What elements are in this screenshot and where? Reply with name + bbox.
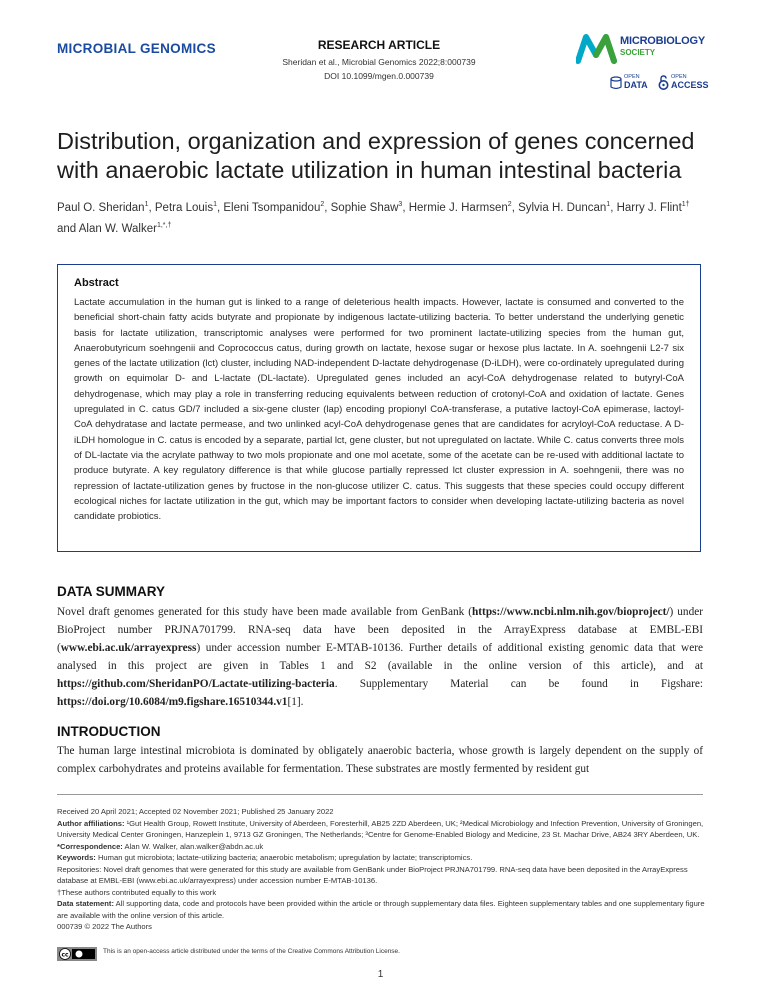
- article-header: [250, 38, 508, 81]
- author[interactable]: Harry J. Flint: [616, 201, 682, 214]
- author-list: Paul O. Sheridan$^1$, Petra Louis$^1$, Eleni Tsompanidou$^2$, Sophie Shaw$^3$, Hermie J. Harmsen$^2$, Sylvia H. Duncan$^1$, Harry J. Flint$^{1\dagger}$ and Alan W. Walker$^{1,*,\dagger}$: [57, 201, 690, 235]
- footnote-divider: [57, 794, 703, 795]
- open-access-lock-icon: [658, 75, 669, 90]
- journal-name: MICROBIAL GENOMICS: [57, 41, 216, 56]
- genbank-link[interactable]: https://www.ncbi.nlm.nih.gov/bioproject/: [472, 606, 670, 618]
- author[interactable]: Alan W. Walker: [78, 222, 157, 235]
- author[interactable]: Hermie J. Harmsen: [408, 201, 508, 214]
- author[interactable]: Sylvia H. Duncan: [518, 201, 607, 214]
- author[interactable]: Paul O. Sheridan: [57, 201, 145, 214]
- svg-text:cc: cc: [61, 951, 69, 959]
- footnotes: [57, 806, 705, 933]
- repositories: Repositories: Novel draft genomes that were generated for this study are available from GenBank under BioProject PRJNA701799. RNA-seq data have been deposited in the ArrayExpress database at EMBL-EBI (www.ebi.ac.uk/arrayexpress) under accession number E-MTAB-10136.: [57, 864, 688, 885]
- author[interactable]: Petra Louis: [154, 201, 214, 214]
- society-subname: SOCIETY: [620, 48, 656, 57]
- arrayexpress-link[interactable]: www.ebi.ac.uk/arrayexpress: [60, 642, 197, 654]
- page-number: 1: [377, 969, 384, 980]
- author[interactable]: Eleni Tsompanidou: [223, 201, 321, 214]
- author[interactable]: Sophie Shaw: [330, 201, 399, 214]
- received-dates: Received 20 April 2021; Accepted 02 November 2021; Published 25 January 2022: [57, 807, 334, 816]
- data-summary-text: Novel draft genomes generated for this study have been made available from GenBank (https://www.ncbi.nlm.nih.gov/bioproject/) under BioProject number PRJNA701799. RNA-seq data have been deposited in the ArrayExpress database at EMBL-EBI (www.ebi.ac.uk/arrayexpress) under accession number E-MTAB-10136. Further details of additional existing genomic data that were analysed in this project are given in Tables 1 and S2 (available in the online version of this article), and at https://github.com/SheridanPO/Lactate-utilizing-bacteria. Supplementary Material can be found in Figshare: https://doi.org/10.6084/m9.figshare.16510344.v1[1].: [57, 606, 703, 708]
- copyright: 000739 © 2022 The Authors: [57, 922, 152, 931]
- figshare-link[interactable]: https://doi.org/10.6084/m9.figshare.16510344.v1: [57, 696, 288, 708]
- introduction-text: The human large intestinal microbiota is dominated by obligately anaerobic bacteria, whose growth is largely dependent on the supply of complex carbohydrates and proteins available for fermentation. These substrates are mostly fermented by resident gut: [57, 745, 703, 775]
- correspondence: *Correspondence: Alan W. Walker, alan.walker@abdn.ac.uk: [57, 841, 264, 851]
- open-data-icon: [610, 76, 622, 90]
- open-access-badge[interactable]: OPEN ACCESS: [671, 74, 709, 90]
- article-title: Distribution, organization and expression of genes concerned with anaerobic lactate utilization in human intestinal bacteria: [57, 128, 695, 183]
- equal-contribution-note: †These authors contributed equally to this work: [57, 887, 217, 897]
- article-type: RESEARCH ARTICLE: [317, 38, 441, 52]
- data-statement: Data statement: All supporting data, code and protocols have been provided within the article or through supplementary data files. Eighteen supplementary tables and one supplementary figure are available with the online version of this article.: [57, 899, 705, 920]
- creative-commons-icon[interactable]: [57, 947, 97, 961]
- keywords: Keywords: Human gut microbiota; lactate-utilizing bacteria; anaerobic metabolism; upregulation by lactate; transcriptomics.: [57, 853, 473, 862]
- data-summary-heading: DATA SUMMARY: [57, 584, 165, 599]
- open-data-badge[interactable]: OPEN DATA: [624, 74, 648, 90]
- license-text: This is an open-access article distributed under the terms of the Creative Commons Attribution License.: [103, 948, 400, 955]
- doi-link[interactable]: DOI 10.1099/mgen.0.000739: [324, 71, 434, 81]
- open-badges: [610, 74, 720, 94]
- affiliations: Author affiliations: ¹Gut Health Group, Rowett Institute, University of Aberdeen, Foresterhill, AB25 2ZD Aberdeen, UK; ²Medical Microbiology and Infection Prevention, University of Groningen, University Medical Center Groningen, Hanzeplein 1, 9713 GZ Groningen, The Netherlands; ³Centre for Genome-Enabled Biology and Medicine, 23 St. Machar Drive, AB24 3RY Aberdeen, UK.: [57, 818, 704, 839]
- github-link[interactable]: https://github.com/SheridanPO/Lactate-utilizing-bacteria: [57, 678, 335, 690]
- abstract-text: Lactate accumulation in the human gut is linked to a range of deleterious health impacts. However, lactate is consumed and converted to the beneficial short-chain fatty acids butyrate and propionate by indigenous lactate-utilizing bacteria. To better understand the underlying genetic basis for lactate utilization, transcriptomic analyses were performed for two prominent lactate-utilizing species from the human gut, Anaerobutyricum soehngenii and Coprococcus catus, during growth on lactate, hexose sugar or hexose plus lactate. In A. soehngenii L2-7 six genes of the lactate utilization (lct) cluster, including NAD-independent D-lactate dehydrogenase (D-iLDH), were co-ordinately upregulated during growth on equimolar D- and L-lactate (DL-lactate). Upregulated genes included an acyl-CoA dehydrogenase related to butyryl-CoA dehydrogenase, which may play a role in transferring reducing equivalents between reduction of crotonyl-CoA and oxidation of lactate. Genes upregulated in C. catus GD/7 included a six-gene cluster (lap) encoding propionyl CoA-transferase, a putative lactoyl-CoA epimerase, lactoyl-CoA dehydratase and lactate permease, and two unlinked acyl-CoA dehydrogenase genes that are candidates for acryloyl-CoA reductase. A D-iLDH homologue in C. catus is encoded by a separate, partial lct, gene cluster, but not upregulated on lactate. While C. catus converts three mols of DL-lactate via the acrylate pathway to two mols propionate and one mol acetate, some of the acetate can be re-used with additional lactate to produce butyrate. A key regulatory difference is that while glucose partially repressed lct cluster expression in A. soehngenii, there was no repression of lactate-utilization genes by fructose in the non-glucose utilizer C. catus. This suggests that these species could occupy different ecological niches for lactate utilization in the gut, which may be important factors to consider when developing lactate-utilizing bacteria as novel candidate probiotics.: [74, 297, 684, 523]
- society-name: MICROBIOLOGY: [620, 35, 705, 47]
- abstract-heading: Abstract: [74, 277, 119, 289]
- introduction-heading: INTRODUCTION: [57, 724, 161, 739]
- citation: Sheridan et al., Microbial Genomics 2022;8:000739: [282, 57, 476, 67]
- abstract-box: [57, 264, 701, 552]
